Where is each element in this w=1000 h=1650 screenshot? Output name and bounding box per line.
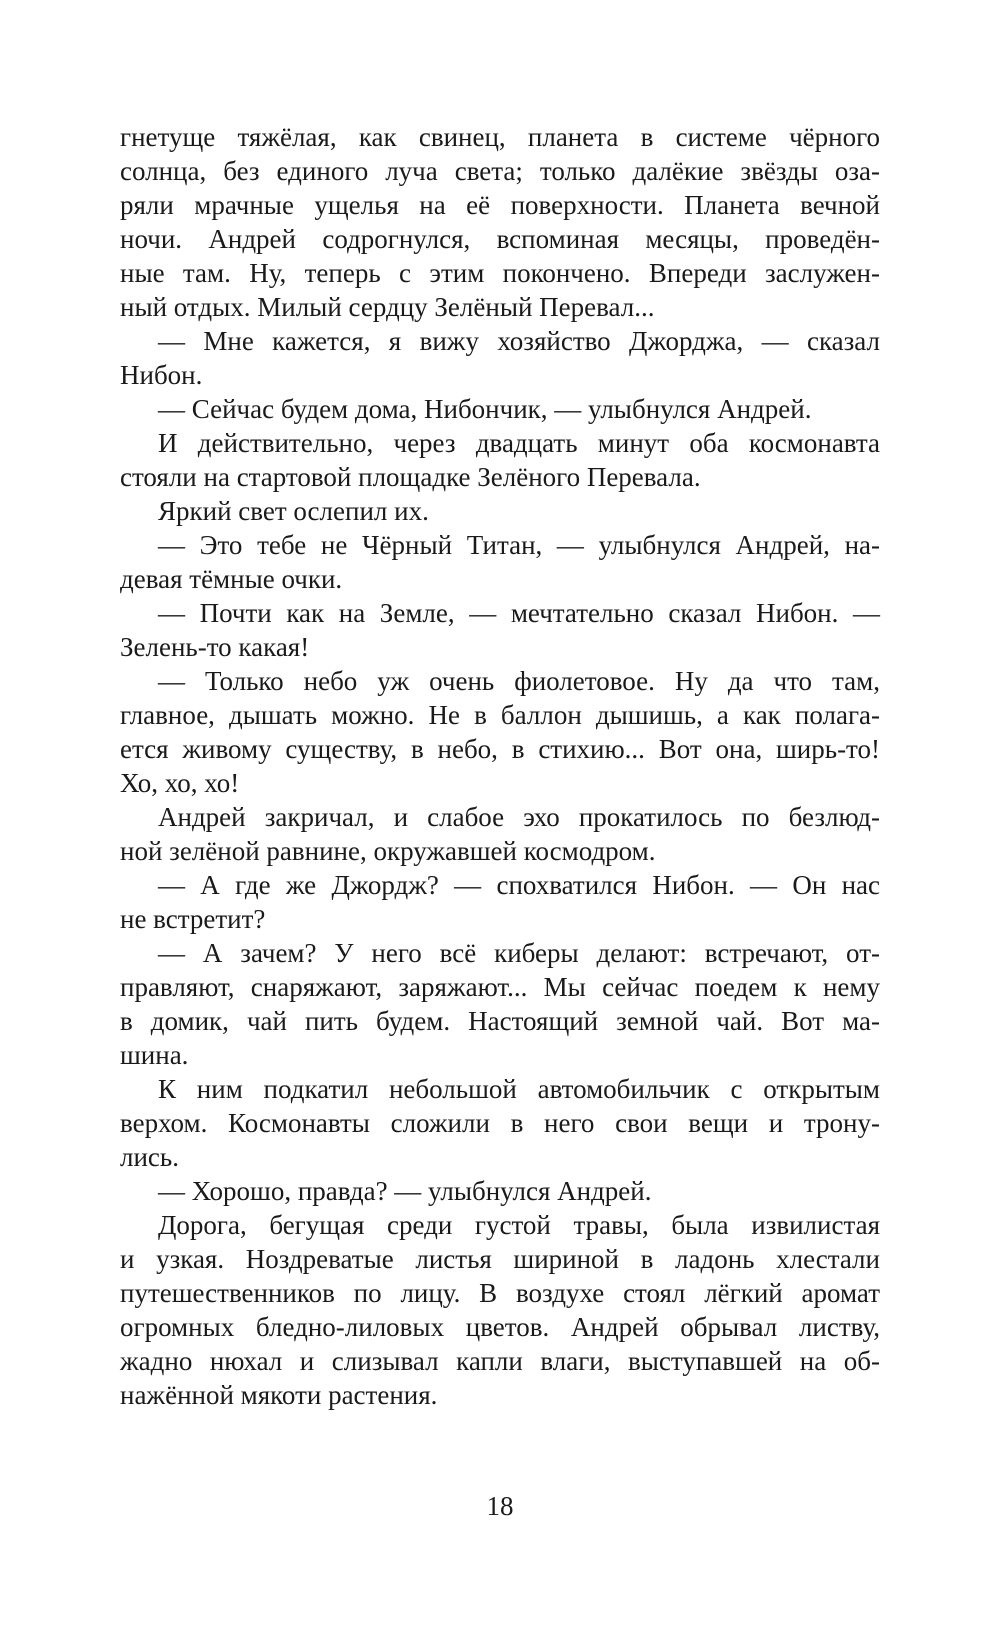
text-line: — Мне кажется, я вижу хозяйство Джорджа, — сказал xyxy=(158,326,880,356)
text-line: — Почти как на Земле, — мечтательно сказал Нибон. — xyxy=(158,598,880,628)
text-line: лись. xyxy=(120,1142,179,1172)
text-line: девая тёмные очки. xyxy=(120,564,343,594)
page-number: 18 xyxy=(486,1491,514,1521)
text-line: не встретит? xyxy=(120,904,266,934)
text-line: — Сейчас будем дома, Нибончик, — улыбнулся Андрей. xyxy=(158,394,812,424)
text-line: Андрей закричал, и слабое эхо прокатилось по безлюд- xyxy=(158,802,880,832)
text-line: гнетуще тяжёлая, как свинец, планета в системе чёрного xyxy=(120,122,880,152)
text-line: главное, дышать можно. Не в баллон дышишь, а как полага- xyxy=(120,700,880,730)
text-line: ные там. Ну, теперь с этим покончено. Впереди заслужен- xyxy=(120,258,880,288)
text-line: огромных бледно-лиловых цветов. Андрей обрывал листву, xyxy=(120,1312,880,1342)
text-line: стояли на стартовой площадке Зелёного Перевала. xyxy=(120,462,701,492)
book-page xyxy=(120,0,880,1650)
text-line: — Хорошо, правда? — улыбнулся Андрей. xyxy=(158,1176,652,1206)
text-line: К ним подкатил небольшой автомобильчик с открытым xyxy=(158,1074,880,1104)
text-line: ется живому существу, в небо, в стихию... Вот она, ширь-то! xyxy=(120,734,880,764)
text-line: Нибон. xyxy=(120,360,203,390)
text-line: солнца, без единого луча света; только далёкие звёзды оза- xyxy=(120,156,880,186)
text-line: ряли мрачные ущелья на её поверхности. Планета вечной xyxy=(120,190,880,220)
text-line: путешественников по лицу. В воздухе стоял лёгкий аромат xyxy=(120,1278,880,1308)
text-line: И действительно, через двадцать минут оба космонавта xyxy=(158,428,880,458)
text-line: Яркий свет ослепил их. xyxy=(158,496,429,526)
text-line: ной зелёной равнине, окружавшей космодром. xyxy=(120,836,656,866)
text-line: Хо, хо, хо! xyxy=(120,768,240,798)
text-line: жадно нюхал и слизывал капли влаги, выступавшей на об- xyxy=(120,1346,880,1376)
text-line: в домик, чай пить будем. Настоящий земной чай. Вот ма- xyxy=(120,1006,880,1036)
text-line: — А где же Джордж? — спохватился Нибон. — Он нас xyxy=(158,870,880,900)
text-line: Зелень-то какая! xyxy=(120,632,310,662)
text-line: шина. xyxy=(120,1040,189,1070)
text-line: ный отдых. Милый сердцу Зелёный Перевал... xyxy=(120,292,655,322)
text-line: — Это тебе не Чёрный Титан, — улыбнулся Андрей, на- xyxy=(158,530,880,560)
text-line: — А зачем? У него всё киберы делают: встречают, от- xyxy=(158,938,880,968)
text-line: Дорога, бегущая среди густой травы, была извилистая xyxy=(158,1210,880,1240)
text-line: верхом. Космонавты сложили в него свои вещи и трону- xyxy=(120,1108,880,1138)
text-line: и узкая. Ноздреватые листья шириной в ладонь хлестали xyxy=(120,1244,880,1274)
text-line: ночи. Андрей содрогнулся, вспоминая месяцы, проведён- xyxy=(120,224,880,254)
text-line: — Только небо уж очень фиолетовое. Ну да что там, xyxy=(158,666,880,696)
text-line: нажённой мякоти растения. xyxy=(120,1380,438,1410)
text-line: правляют, снаряжают, заряжают... Мы сейчас поедем к нему xyxy=(120,972,880,1002)
